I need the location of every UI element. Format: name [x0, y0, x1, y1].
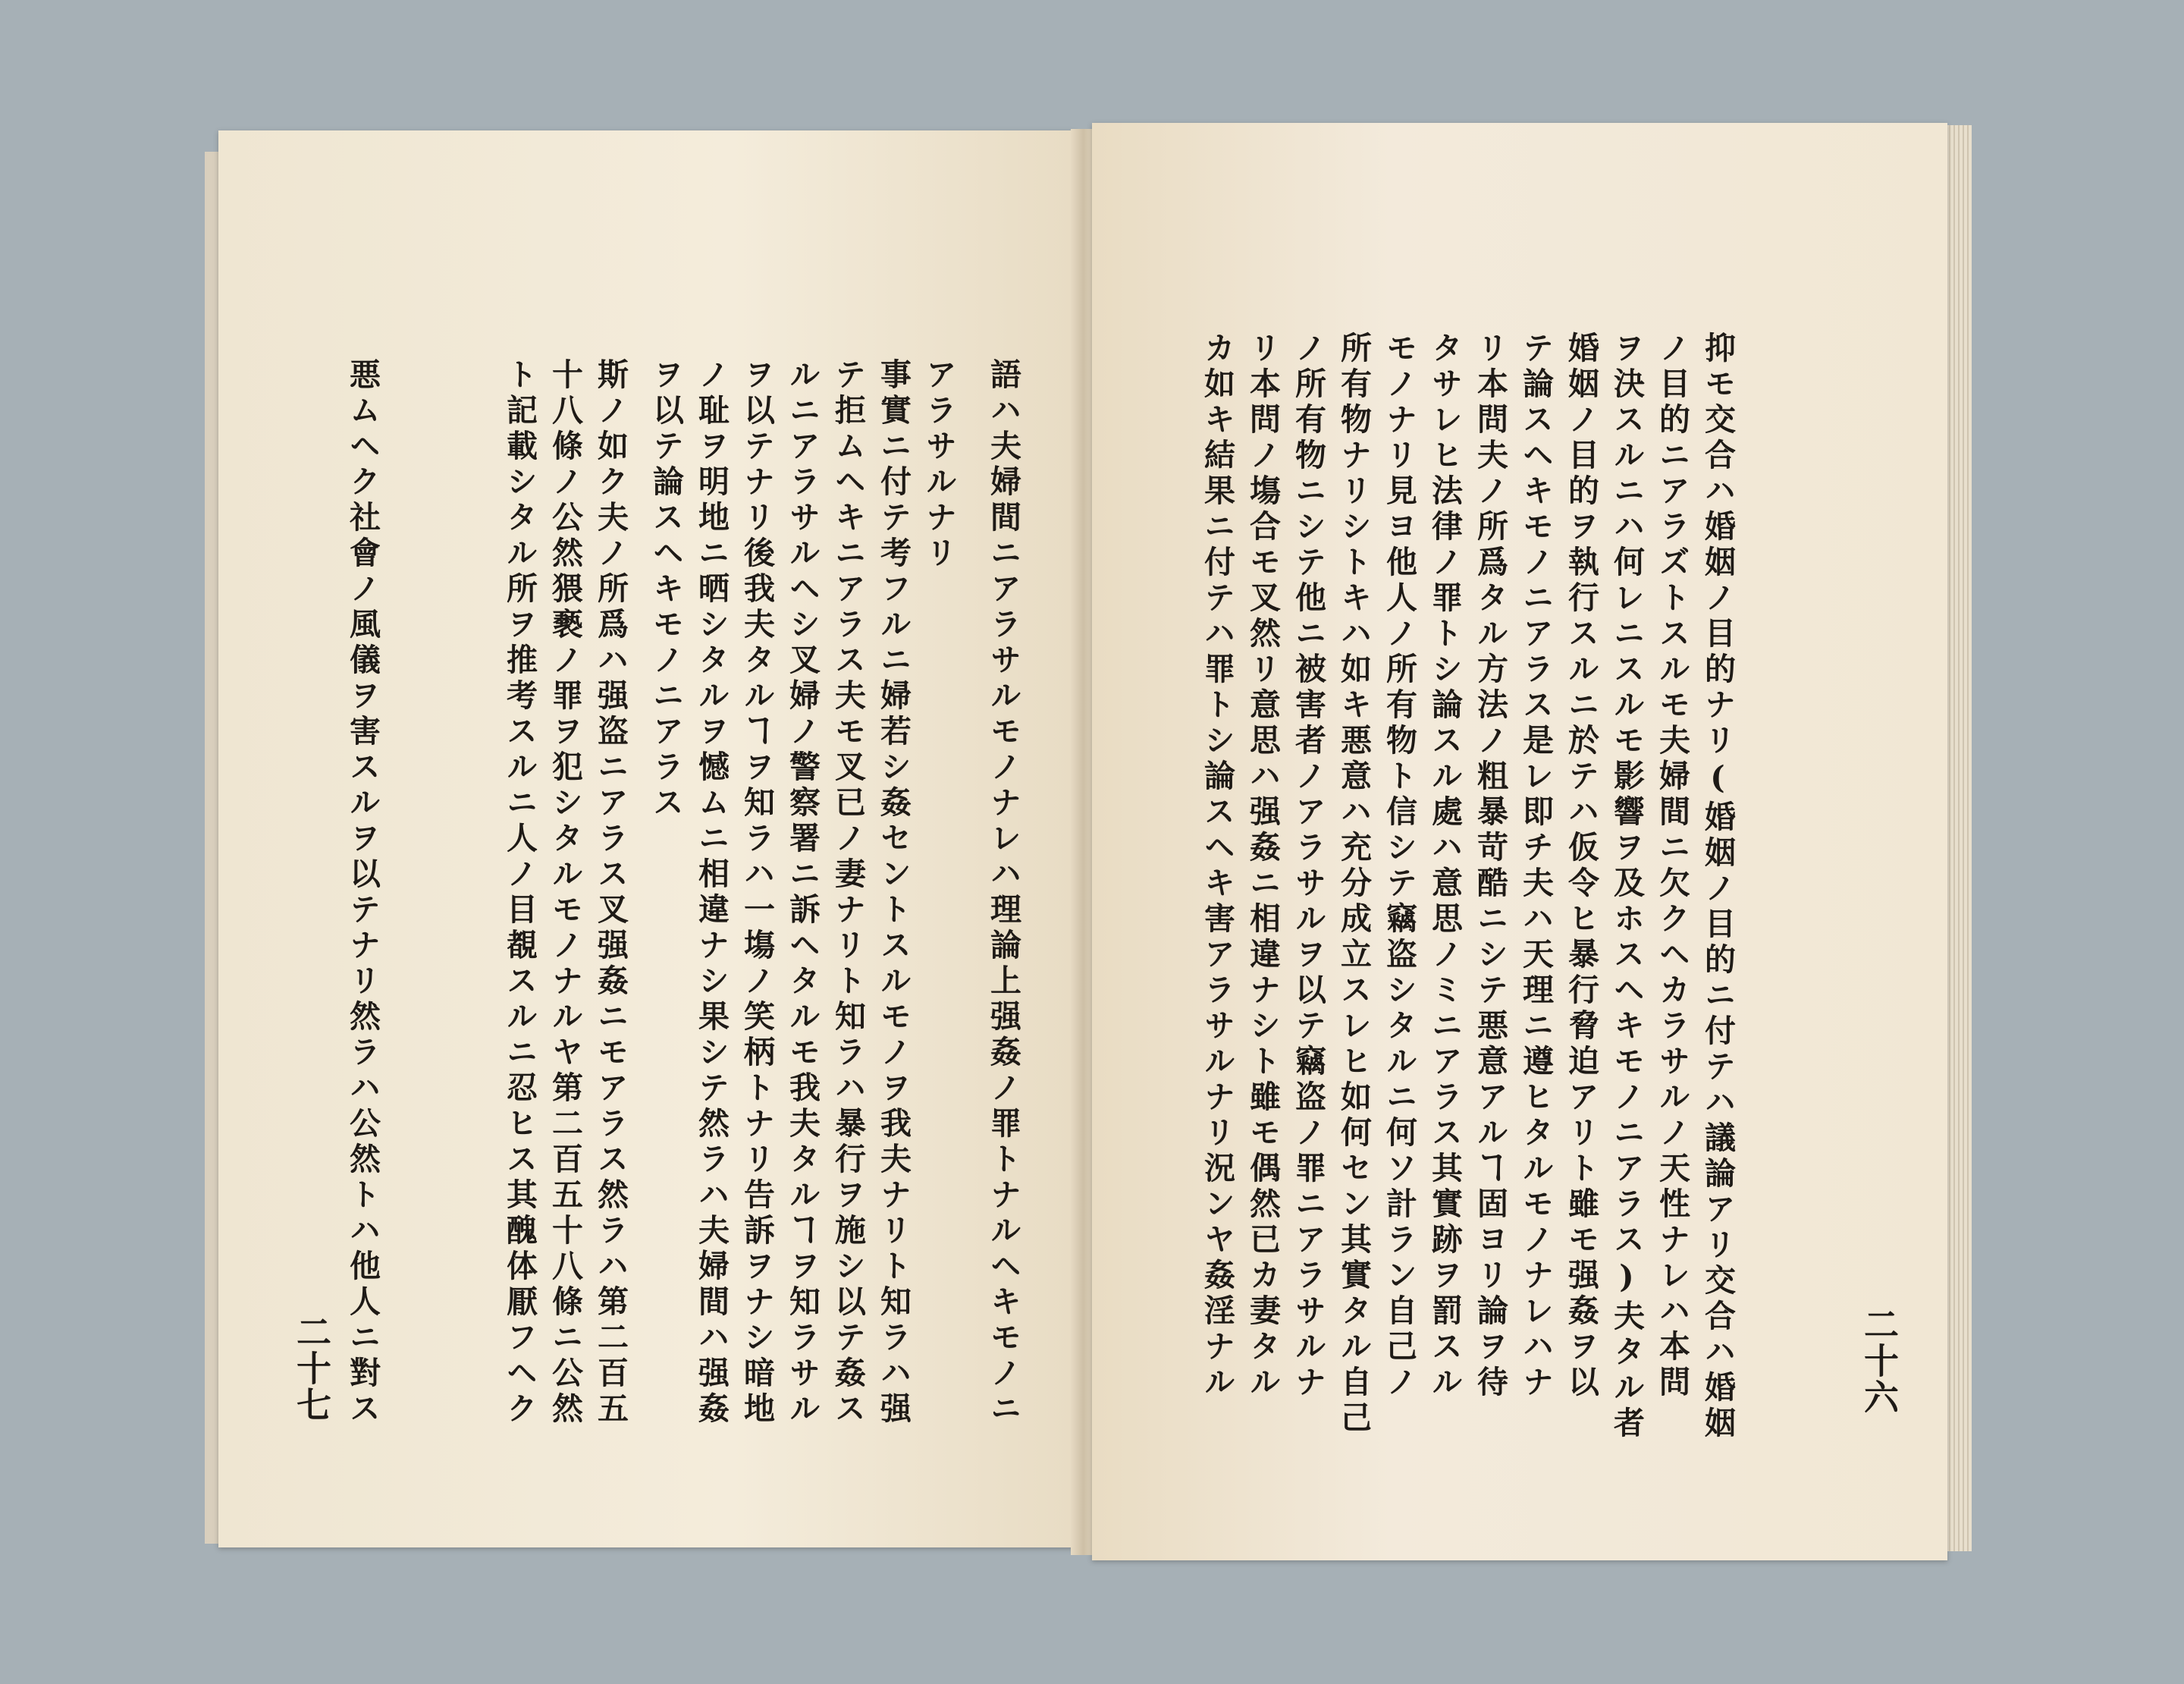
- text-column: ヲ以テ論スヘキモノニアラス: [648, 358, 684, 822]
- text-column: 十八條ノ公然猥褻ノ罪ヲ犯シタルモノナルヤ第二百五十八條ニ公然: [547, 358, 583, 1428]
- text-column: ヲ以テナリ後我夫タルヿヲ知ラハ一塲ノ笑柄トナリ告訴ヲナシ暗地: [739, 358, 775, 1428]
- text-column: カ如キ結果ニ付テハ罪トシ論スヘキ害アラサルナリ況ンヤ姦淫ナル: [1199, 331, 1235, 1401]
- text-column: 悪ムヘク社會ノ風儀ヲ害スルヲ以テナリ然ラハ公然トハ他人ニ對ス: [344, 358, 381, 1428]
- text-column: ルニアラサルヘシ叉婦ノ警察署ニ訴ヘタルモ我夫タルヿヲ知ラサル: [784, 358, 821, 1428]
- text-column: タサレヒ法律ノ罪トシ論スル處ハ意思ノミニアラス其實跡ヲ罰スル: [1426, 331, 1463, 1401]
- page-number: 二十六: [1859, 1306, 1900, 1415]
- text-column: モノナリ見ヨ他人ノ所有物ト信シテ竊盗シタルニ何ソ計ラン自己ノ: [1381, 331, 1417, 1401]
- text-column: ノ耻ヲ明地ニ晒シタルヲ憾ムニ相違ナシ果シテ然ラハ夫婦間ハ强姦: [693, 358, 730, 1428]
- text-column: テ論スヘキモノニアラス是レ即チ夫ハ天理ニ遵ヒタルモノナレハナ: [1517, 331, 1554, 1401]
- text-column: 語ハ夫婦間ニアラサルモノナレハ理論上强姦ノ罪トナルヘキモノニ: [985, 358, 1021, 1428]
- text-column: ヲ決スルニハ何レニスルモ影響ヲ及ホスヘキモノニアラス)夫タル者: [1608, 331, 1645, 1442]
- text-column: 婚姻ノ目的ヲ執行スルニ於テハ仮令ヒ暴行脅迫アリト雖モ强姦ヲ以: [1563, 331, 1599, 1401]
- left-page: [218, 130, 1075, 1547]
- text-column: ト記載シタル所ヲ推考スルニ人ノ目覩スルニ忍ヒス其醜体厭フヘク: [501, 358, 538, 1428]
- text-column: 所有物ナリシトキハ如キ悪意ハ充分成立スレヒ如何セン其實タル自己: [1335, 331, 1372, 1437]
- page-number: 二十七: [291, 1314, 332, 1423]
- text-column: アラサルナリ: [921, 358, 957, 572]
- text-column: 斯ノ如ク夫ノ所爲ハ强盗ニアラス叉强姦ニモアラス然ラハ第二百五: [592, 358, 629, 1428]
- text-column: テ拒ムヘキニアラス夫モ叉已ノ妻ナリト知ラハ暴行ヲ施シ以テ姦ス: [830, 358, 866, 1428]
- text-column: 抑モ交合ハ婚姻ノ目的ナリ(婚姻ノ目的ニ付テハ議論アリ交合ハ婚姻: [1699, 331, 1736, 1442]
- text-column: ノ所有物ニシテ他ニ被害者ノアラサルヲ以テ竊盗ノ罪ニアラサルナ: [1290, 331, 1326, 1401]
- text-column: リ本問夫ノ所爲タル方法ノ粗暴苛酷ニシテ悪意アルヿ固ヨリ論ヲ待: [1472, 331, 1508, 1401]
- right-page: [1092, 123, 1947, 1560]
- text-column: ノ目的ニアラズトスルモ夫婦間ニ欠クヘカラサルノ天性ナレハ本問: [1654, 331, 1690, 1401]
- text-column: 事實ニ付テ考フルニ婦若シ姦セントスルモノヲ我夫ナリト知ラハ强: [875, 358, 912, 1428]
- text-column: リ本問ノ塲合モ叉然リ意思ハ强姦ニ相違ナシト雖モ偶然已カ妻タル: [1244, 331, 1281, 1401]
